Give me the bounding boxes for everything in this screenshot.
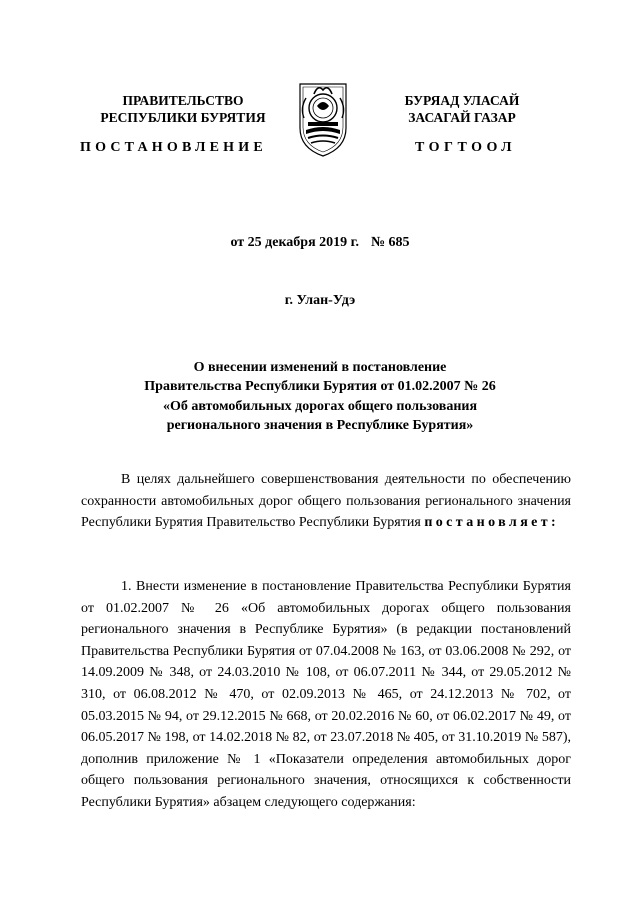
issuer-bua <box>372 92 552 126</box>
title-line2: Правительства Республики Бурятия от 01.02.2007 № 26 <box>144 379 496 395</box>
decree-date: от 25 декабря 2019 г. <box>230 235 359 250</box>
decree-word: постановляет: <box>424 515 560 531</box>
issuer-ru-line1: ПРАВИТЕЛЬСТВО <box>122 93 244 108</box>
doc-type-ru: ПОСТАНОВЛЕНИЕ <box>80 140 267 155</box>
doc-type-bua: ТОГТООЛ <box>415 140 517 155</box>
date-number-line <box>0 235 640 251</box>
title-line4: регионального значения в Республике Бурятия» <box>166 417 474 433</box>
decree-title <box>100 358 540 435</box>
issuer-ru <box>88 92 278 126</box>
item-1-paragraph <box>81 576 571 814</box>
preamble-paragraph <box>81 469 571 534</box>
issuer-ru-line2: РЕСПУБЛИКИ БУРЯТИЯ <box>100 110 266 125</box>
issuer-bua-line1: БУРЯАД УЛАСАЙ <box>404 93 520 108</box>
decree-number: № 685 <box>370 235 410 250</box>
title-line1: О внесении изменений в постановление <box>193 360 447 375</box>
preamble-text: В целях дальнейшего совершенствования деятельности по обеспечению сохранности автомобильных дорог общего пользования регионального значения Республики Бурятия Правительство Республики Бурятия <box>81 472 571 531</box>
issuer-bua-line2: ЗАСАГАЙ ГАЗАР <box>408 110 516 125</box>
item-1-text: 1. Внести изменение в постановление Правительства Республики Бурятия от 01.02.2007 № 26 «Об автомобильных дорогах общего пользования регионального значения в Республике Бурятия» (в редакции постановлений Правительства Республики Бурятия от 07.04.2008 № 163, от 03.06.2008 № 292, от 14.09.2009 № 348, от 24.03.2010 № 108, от 06.07.2011 № 344, от 29.05.2012 № 310, от 06.08.2012 № 470, от 02.09.2013 № 465, от 24.12.2013 № 702, от 05.03.2015 № 94, от 29.12.2015 № 668, от 20.02.2016 № 60, от 06.02.2017 № 49, от 06.05.2017 № 198, от 14.02.2018 № 82, от 23.07.2018 № 405, от 31.10.2019 № 587), дополнив приложение № 1 «Показатели определения автомобильных дорог общего пользования регионального значения, относящихся к собственности Республики Бурятия» абзацем следующего содержания: <box>81 579 571 810</box>
decree-city: г. Улан-Удэ <box>284 293 356 308</box>
title-line3: «Об автомобильных дорогах общего пользования <box>162 398 478 414</box>
republic-emblem-icon <box>296 78 350 158</box>
